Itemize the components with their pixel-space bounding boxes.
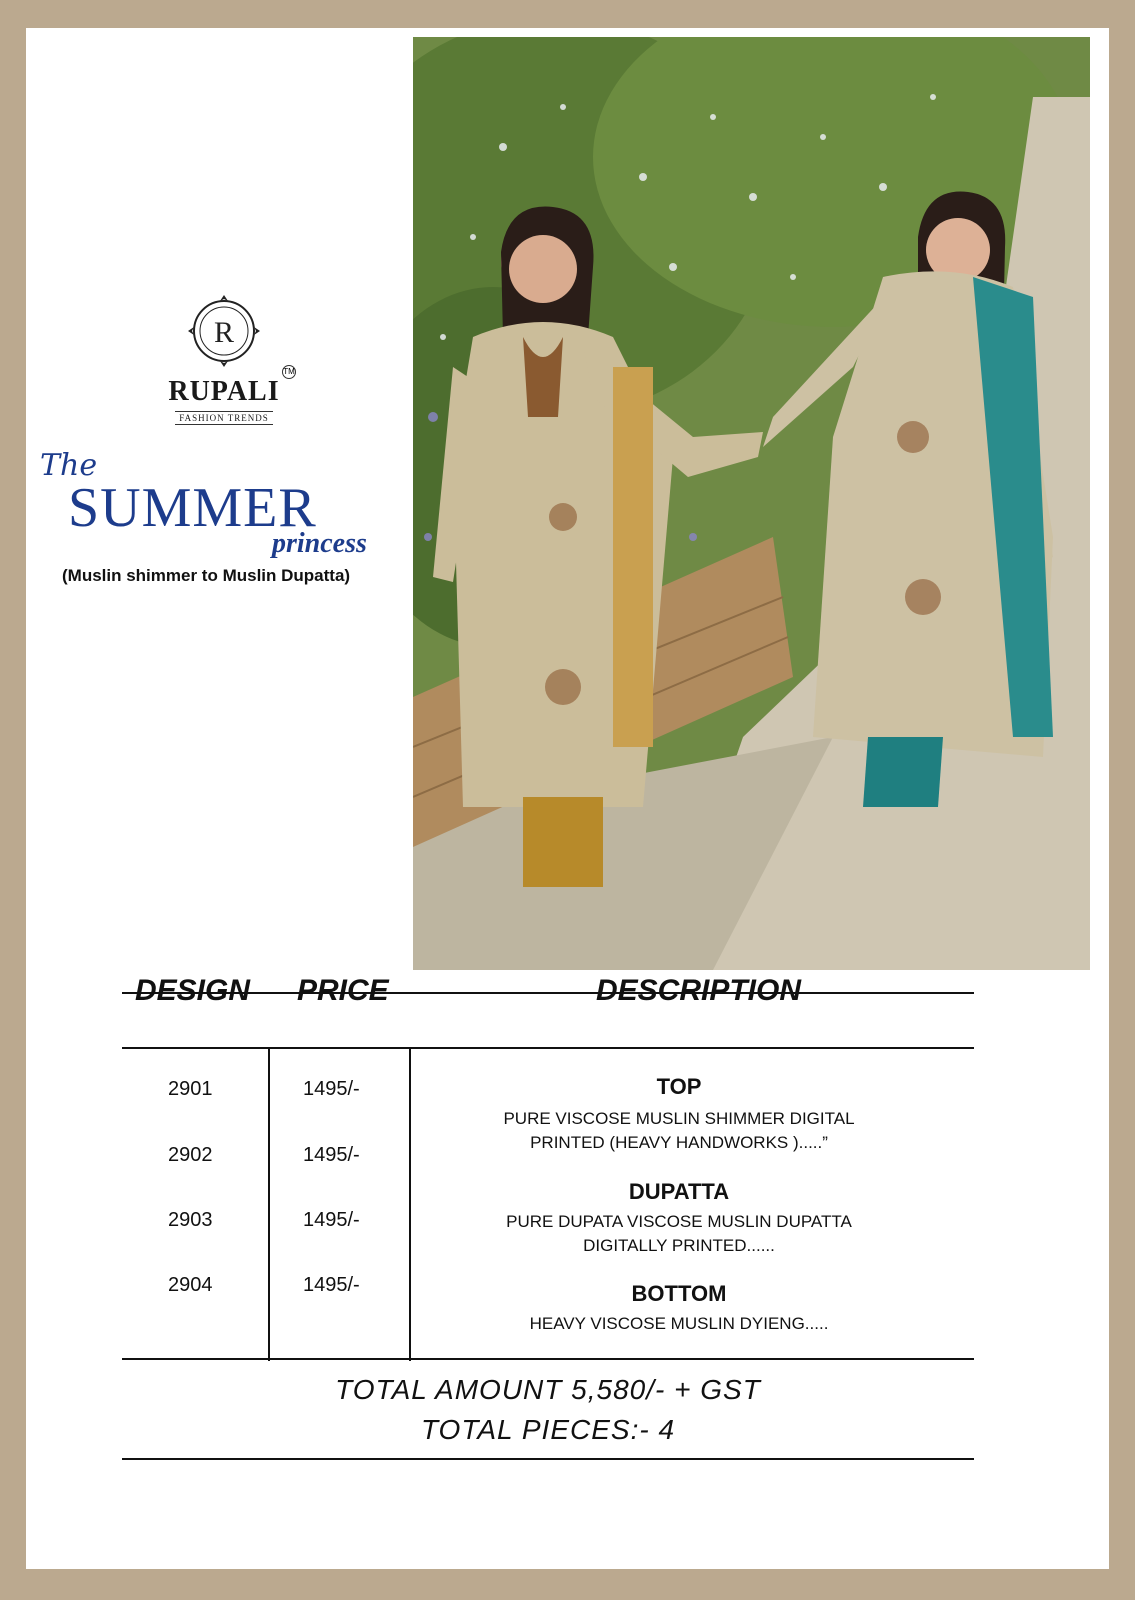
trademark-badge: TM xyxy=(282,365,296,379)
desc-dupatta-line1: PURE DUPATA VISCOSE MUSLIN DUPATTA xyxy=(506,1212,852,1231)
desc-bottom-line1: HEAVY VISCOSE MUSLIN DYIENG..... xyxy=(529,1314,829,1333)
collection-suffix: princess xyxy=(272,528,367,559)
total-pieces: TOTAL PIECES:- 4 xyxy=(420,1414,676,1445)
price-cell: 1495/- xyxy=(303,1078,360,1100)
design-cell: 2903 xyxy=(168,1209,213,1231)
product-photo xyxy=(413,37,1090,970)
brand-name: RUPALI xyxy=(168,376,280,407)
price-cell: 1495/- xyxy=(303,1209,360,1231)
design-cell: 2901 xyxy=(168,1078,213,1100)
table-bottom-rule xyxy=(122,1358,974,1360)
design-cell: 2902 xyxy=(168,1144,213,1166)
price-cell: 1495/- xyxy=(303,1144,360,1166)
header-description: DESCRIPTION xyxy=(596,974,802,1007)
column-divider-1 xyxy=(268,1049,270,1361)
desc-bottom-heading: BOTTOM xyxy=(631,1281,727,1306)
header-price: PRICE xyxy=(297,974,389,1007)
desc-dupatta-heading: DUPATTA xyxy=(628,1179,730,1204)
table-header-rule xyxy=(122,1047,974,1049)
fabric-note: (Muslin shimmer to Muslin Dupatta) xyxy=(62,566,351,585)
desc-top-line2: PRINTED (HEAVY HANDWORKS ).....” xyxy=(530,1133,828,1152)
desc-top-line1: PURE VISCOSE MUSLIN SHIMMER DIGITAL xyxy=(503,1109,855,1128)
design-cell: 2904 xyxy=(168,1274,213,1296)
photo-illustration xyxy=(413,37,1090,970)
totals-bottom-rule xyxy=(122,1458,974,1460)
collection-title: SUMMER xyxy=(68,477,317,539)
price-cell: 1495/- xyxy=(303,1274,360,1296)
monogram-letter: R xyxy=(213,316,235,349)
desc-top-heading: TOP xyxy=(656,1074,702,1099)
collection-prefix: The xyxy=(40,448,98,483)
total-amount: TOTAL AMOUNT 5,580/- + GST xyxy=(335,1374,761,1405)
header-design: DESIGN xyxy=(135,974,251,1007)
brand-logo xyxy=(144,293,304,426)
desc-dupatta-line2: DIGITALLY PRINTED...... xyxy=(583,1236,775,1255)
brand-tagline: FASHION TRENDS xyxy=(175,411,272,425)
monogram-emblem-icon xyxy=(186,293,262,369)
catalog-sheet xyxy=(26,28,1109,1569)
